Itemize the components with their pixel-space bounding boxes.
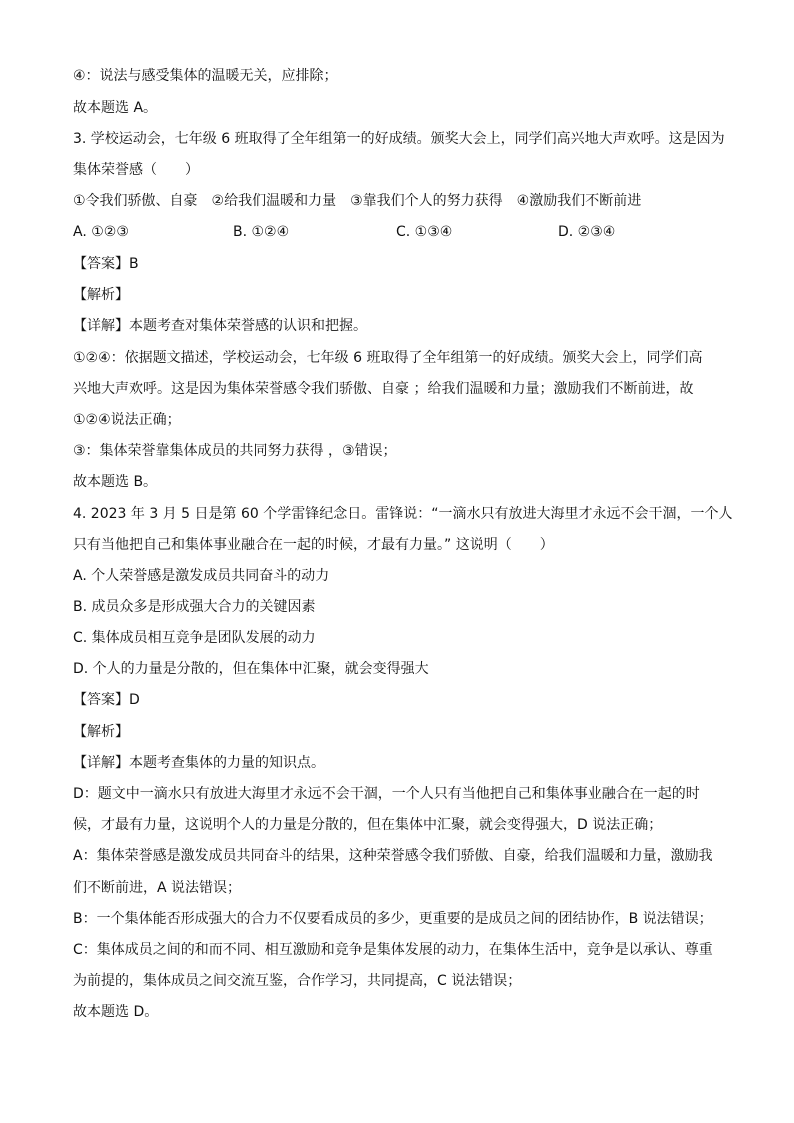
analysis-label: 【解析】 [73,724,129,740]
text-line: ④：说法与感受集体的温暖无关，应排除； [73,68,338,84]
explanation-line: 为前提的，集体成员之间交流互鉴，合作学习，共同提高，C 说法错误； [73,973,522,989]
explanation-line: B：一个集体能否形成强大的合力不仅要看成员的多少，更重要的是成员之间的团结协作，B 说法错误； [73,911,713,927]
question-4-option-a: A. 个人荣誉感是激发成员共同奋斗的动力 [73,568,330,584]
answer-label: 【答案】D [73,692,140,708]
question-3-items: ①令我们骄傲、自豪 ②给我们温暖和力量 ③靠我们个人的努力获得 ④激励我们不断前进 [73,193,642,209]
explanation-line: ①②④说法正确； [73,412,181,428]
question-4-option-b: B. 成员众多是形成强大合力的关键因素 [73,599,316,615]
question-3-option-b: B. ①②④ [233,224,290,240]
explanation-line: A：集体荣誉感是激发成员共同奋斗的结果，这种荣誉感令我们骄傲、自豪，给我们温暖和力量，激励我 [73,848,713,864]
question-4-option-c: C. 集体成员相互竞争是团队发展的动力 [73,630,316,646]
question-3-option-c: C. ①③④ [396,224,453,240]
answer-label: 【答案】B [73,256,139,272]
question-4-option-d: D. 个人的力量是分散的，但在集体中汇聚，就会变得强大 [73,661,429,677]
question-3-stem: 集体荣誉感（ ） [73,162,199,178]
conclusion-line: 故本题选 D。 [73,1004,159,1020]
question-3-stem: 3. 学校运动会，七年级 6 班取得了全年组第一的好成绩。颁奖大会上，同学们高兴地大声欢呼。这是因为 [73,131,725,147]
explanation-line: C：集体成员之间的和而不同、相互激励和竞争是集体发展的动力，在集体生活中，竞争是以承认、尊重 [73,942,713,958]
question-4-stem: 4. 2023 年 3 月 5 日是第 60 个学雷锋纪念日。雷锋说：“一滴水只有放进大海里才永远不会干涸，一个人 [73,506,733,522]
detail-line: 【详解】本题考查集体的力量的知识点。 [73,755,325,771]
analysis-label: 【解析】 [73,287,129,303]
explanation-line: D：题文中一滴水只有放进大海里才永远不会干涸，一个人只有当他把自己和集体事业融合在一起的时 [73,786,700,802]
explanation-line: ①②④：依据题文描述，学校运动会，七年级 6 班取得了全年组第一的好成绩。颁奖大会上，同学们高 [73,350,703,366]
question-3-option-d: D. ②③④ [558,224,616,240]
conclusion-line: 故本题选 B。 [73,474,158,490]
detail-line: 【详解】本题考查对集体荣誉感的认识和把握。 [73,318,367,334]
explanation-line: 兴地大声欢呼。这是因为集体荣誉感令我们骄傲、自豪 ；给我们温暖和力量；激励我们不断前进，故 [73,381,694,397]
text-line: 故本题选 A。 [73,100,158,116]
question-3-option-a: A. ①②③ [73,224,129,240]
question-4-stem: 只有当他把自己和集体事业融合在一起的时候，才最有力量。” 这说明（ ） [73,537,554,553]
explanation-line: ③：集体荣誉靠集体成员的共同努力获得 ，③错误； [73,443,397,459]
explanation-line: 候，才最有力量，这说明个人的力量是分散的，但在集体中汇聚，就会变得强大，D 说法正确； [73,817,663,833]
explanation-line: 们不断前进，A 说法错误； [73,880,242,896]
